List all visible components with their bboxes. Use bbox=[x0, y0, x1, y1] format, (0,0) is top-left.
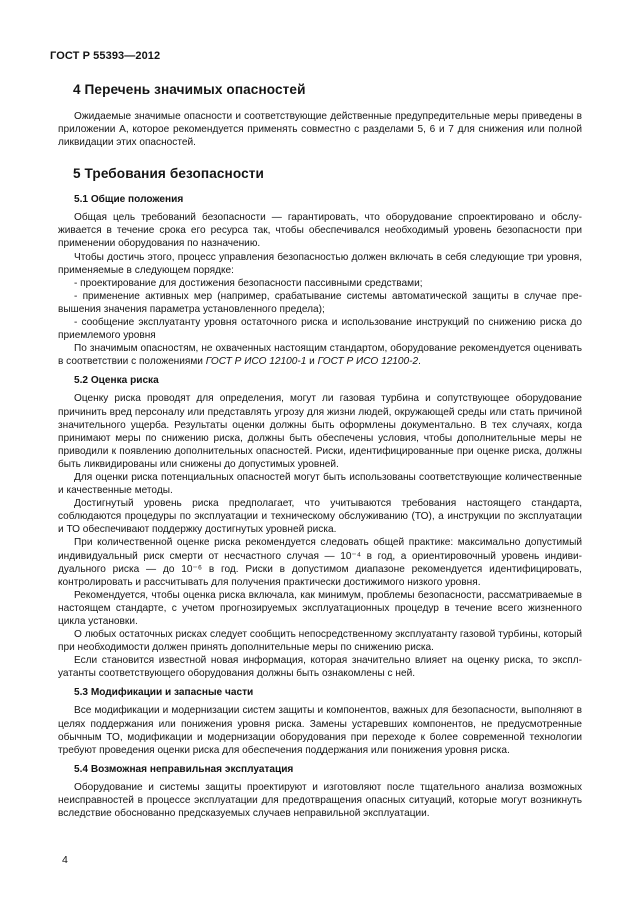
paragraph: Общая цель требований безопасности — гарантировать, что оборудование спроектировано и обслуживается в течение срока его ресурса так, чтобы обеспечивался необходимый уровень безопасности при применении оборудования по назначению. bbox=[58, 212, 582, 250]
paragraph: Оборудование и системы защиты проектируют и изготовляют после тщательного анализа возможных неисправностей в процессе эксплуатации для предотвращения опасных ситуаций, которые могут возникнуть вследствие обоснованно предсказуемых случаев неправильной эксплуатации. bbox=[58, 781, 582, 820]
text: По значимым опасностям, не охваченных настоящим стандартом, оборудование рекомендуется оценивать в соответствии с положениями bbox=[58, 343, 582, 368]
subsection-5-1-heading: 5.1 Общие положения bbox=[74, 194, 184, 206]
paragraph: Все модификации и модернизации систем защиты и компонентов, важных для безопасности, выполняют в целях поддержания или понижения уровня риска. Замены устаревших компонентов, не предусмотренные обычным ТО, модификации и модернизации оборудования при переходе к более современной технологии требуют проведения оценки риска для обеспечения поддержания или понижения уровня риска. bbox=[58, 705, 582, 756]
section-4-paragraph: Ожидаемые значимые опасности и соответствующие действенные предупредительные меры приведены в приложении А, которое рекомендуется применять совместно с разделами 5, 6 и 7 для снижения или полной ликвидации этих опасностей. bbox=[58, 111, 582, 149]
text: . bbox=[418, 356, 421, 368]
paragraph: Если становится известной новая информация, которая значительно влияет на оценку риска, то эксплуатанты соответствующего оборудования должны быть ознакомлены с ней. bbox=[58, 655, 582, 680]
paragraph: При количественной оценке риска рекомендуется следовать общей практике: максимально допустимый индивидуальный риск смерти от несчастного случая — 10⁻⁴ в год, а ориентировочный уровень индивидуального риска — до 10⁻⁶ в год. Риски в допустимом диапазоне рекомендуется идентифицировать, контролировать и рассчитывать для получения практически достижимого низкого уровня. bbox=[58, 537, 582, 588]
document-id: ГОСТ Р 55393—2012 bbox=[50, 50, 161, 62]
subsection-5-4-heading: 5.4 Возможная неправильная эксплуатация bbox=[74, 763, 294, 775]
subsection-5-3-heading: 5.3 Модификации и запасные части bbox=[74, 687, 254, 699]
text: и bbox=[306, 356, 318, 368]
paragraph: Рекомендуется, чтобы оценка риска включала, как минимум, проблемы безопасности, рассматриваемые в настоящем стандарте, с учетом прогнозируемых эксплуатационных процедур в течение всего жизненного цикла установки. bbox=[58, 589, 582, 627]
subsection-5-2-heading: 5.2 Оценка риска bbox=[74, 375, 159, 387]
section-4-heading: 4 Перечень значимых опасностей bbox=[73, 82, 306, 97]
page-number: 4 bbox=[62, 854, 68, 866]
list-item: - проектирование для достижения безопасности пассивными средствами; bbox=[74, 277, 423, 289]
paragraph: Для оценки риска потенциальных опасностей могут быть использованы соответствующие количественные и качественные методы. bbox=[58, 471, 582, 497]
section-5-heading: 5 Требования безопасности bbox=[73, 166, 264, 182]
page-content bbox=[58, 81, 582, 820]
list-item: - сообщение эксплуатанту уровня остаточного риска и использование инструкций по снижению риска до приемлемого уровня bbox=[58, 317, 582, 342]
paragraph: Чтобы достичь этого, процесс управления безопасностью должен включать в себя следующие три уровня, применяемые в следующем порядке: bbox=[58, 251, 582, 276]
paragraph: Достигнутый уровень риска предполагает, что учитываются требования настоящего стандарта, соблюдаются процедуры по эксплуатации и техническому обслуживанию (ТО), а инструкции по эксплуатации и ТО обеспечивают поддержку достигнутых уровней риска. bbox=[58, 498, 582, 536]
paragraph bbox=[58, 342, 582, 368]
standard-ref: ГОСТ Р ИСО 12100-1 bbox=[205, 356, 307, 368]
paragraph: О любых остаточных рисках следует сообщить непосредственному эксплуатанту газовой турбины, который при необходимости должен принять дополнительные меры по снижению риска. bbox=[58, 629, 582, 654]
standard-ref: ГОСТ Р ИСО 12100-2 bbox=[317, 356, 419, 368]
list-item: - применение активных мер (например, срабатывание системы автоматической защиты в случае превышения значения параметра установленного предела); bbox=[58, 290, 582, 315]
paragraph: Оценку риска проводят для определения, могут ли газовая турбина и сопутствующее оборудование причинить вред персоналу или представлять угрозу для жизни людей, окружающей среды или стать причиной значительного ущерба. Результаты оценки должны быть оформлены документально. В тех случаях, когда принимают меры по снижению риска, должны быть обеспечены условия, чтобы дополнительные меры не приводили к появлению дополнительных опасностей. Риски, идентифицированные при оценке риска, должны быть ликвидированы или снижены до допустимых уровней. bbox=[58, 393, 582, 470]
